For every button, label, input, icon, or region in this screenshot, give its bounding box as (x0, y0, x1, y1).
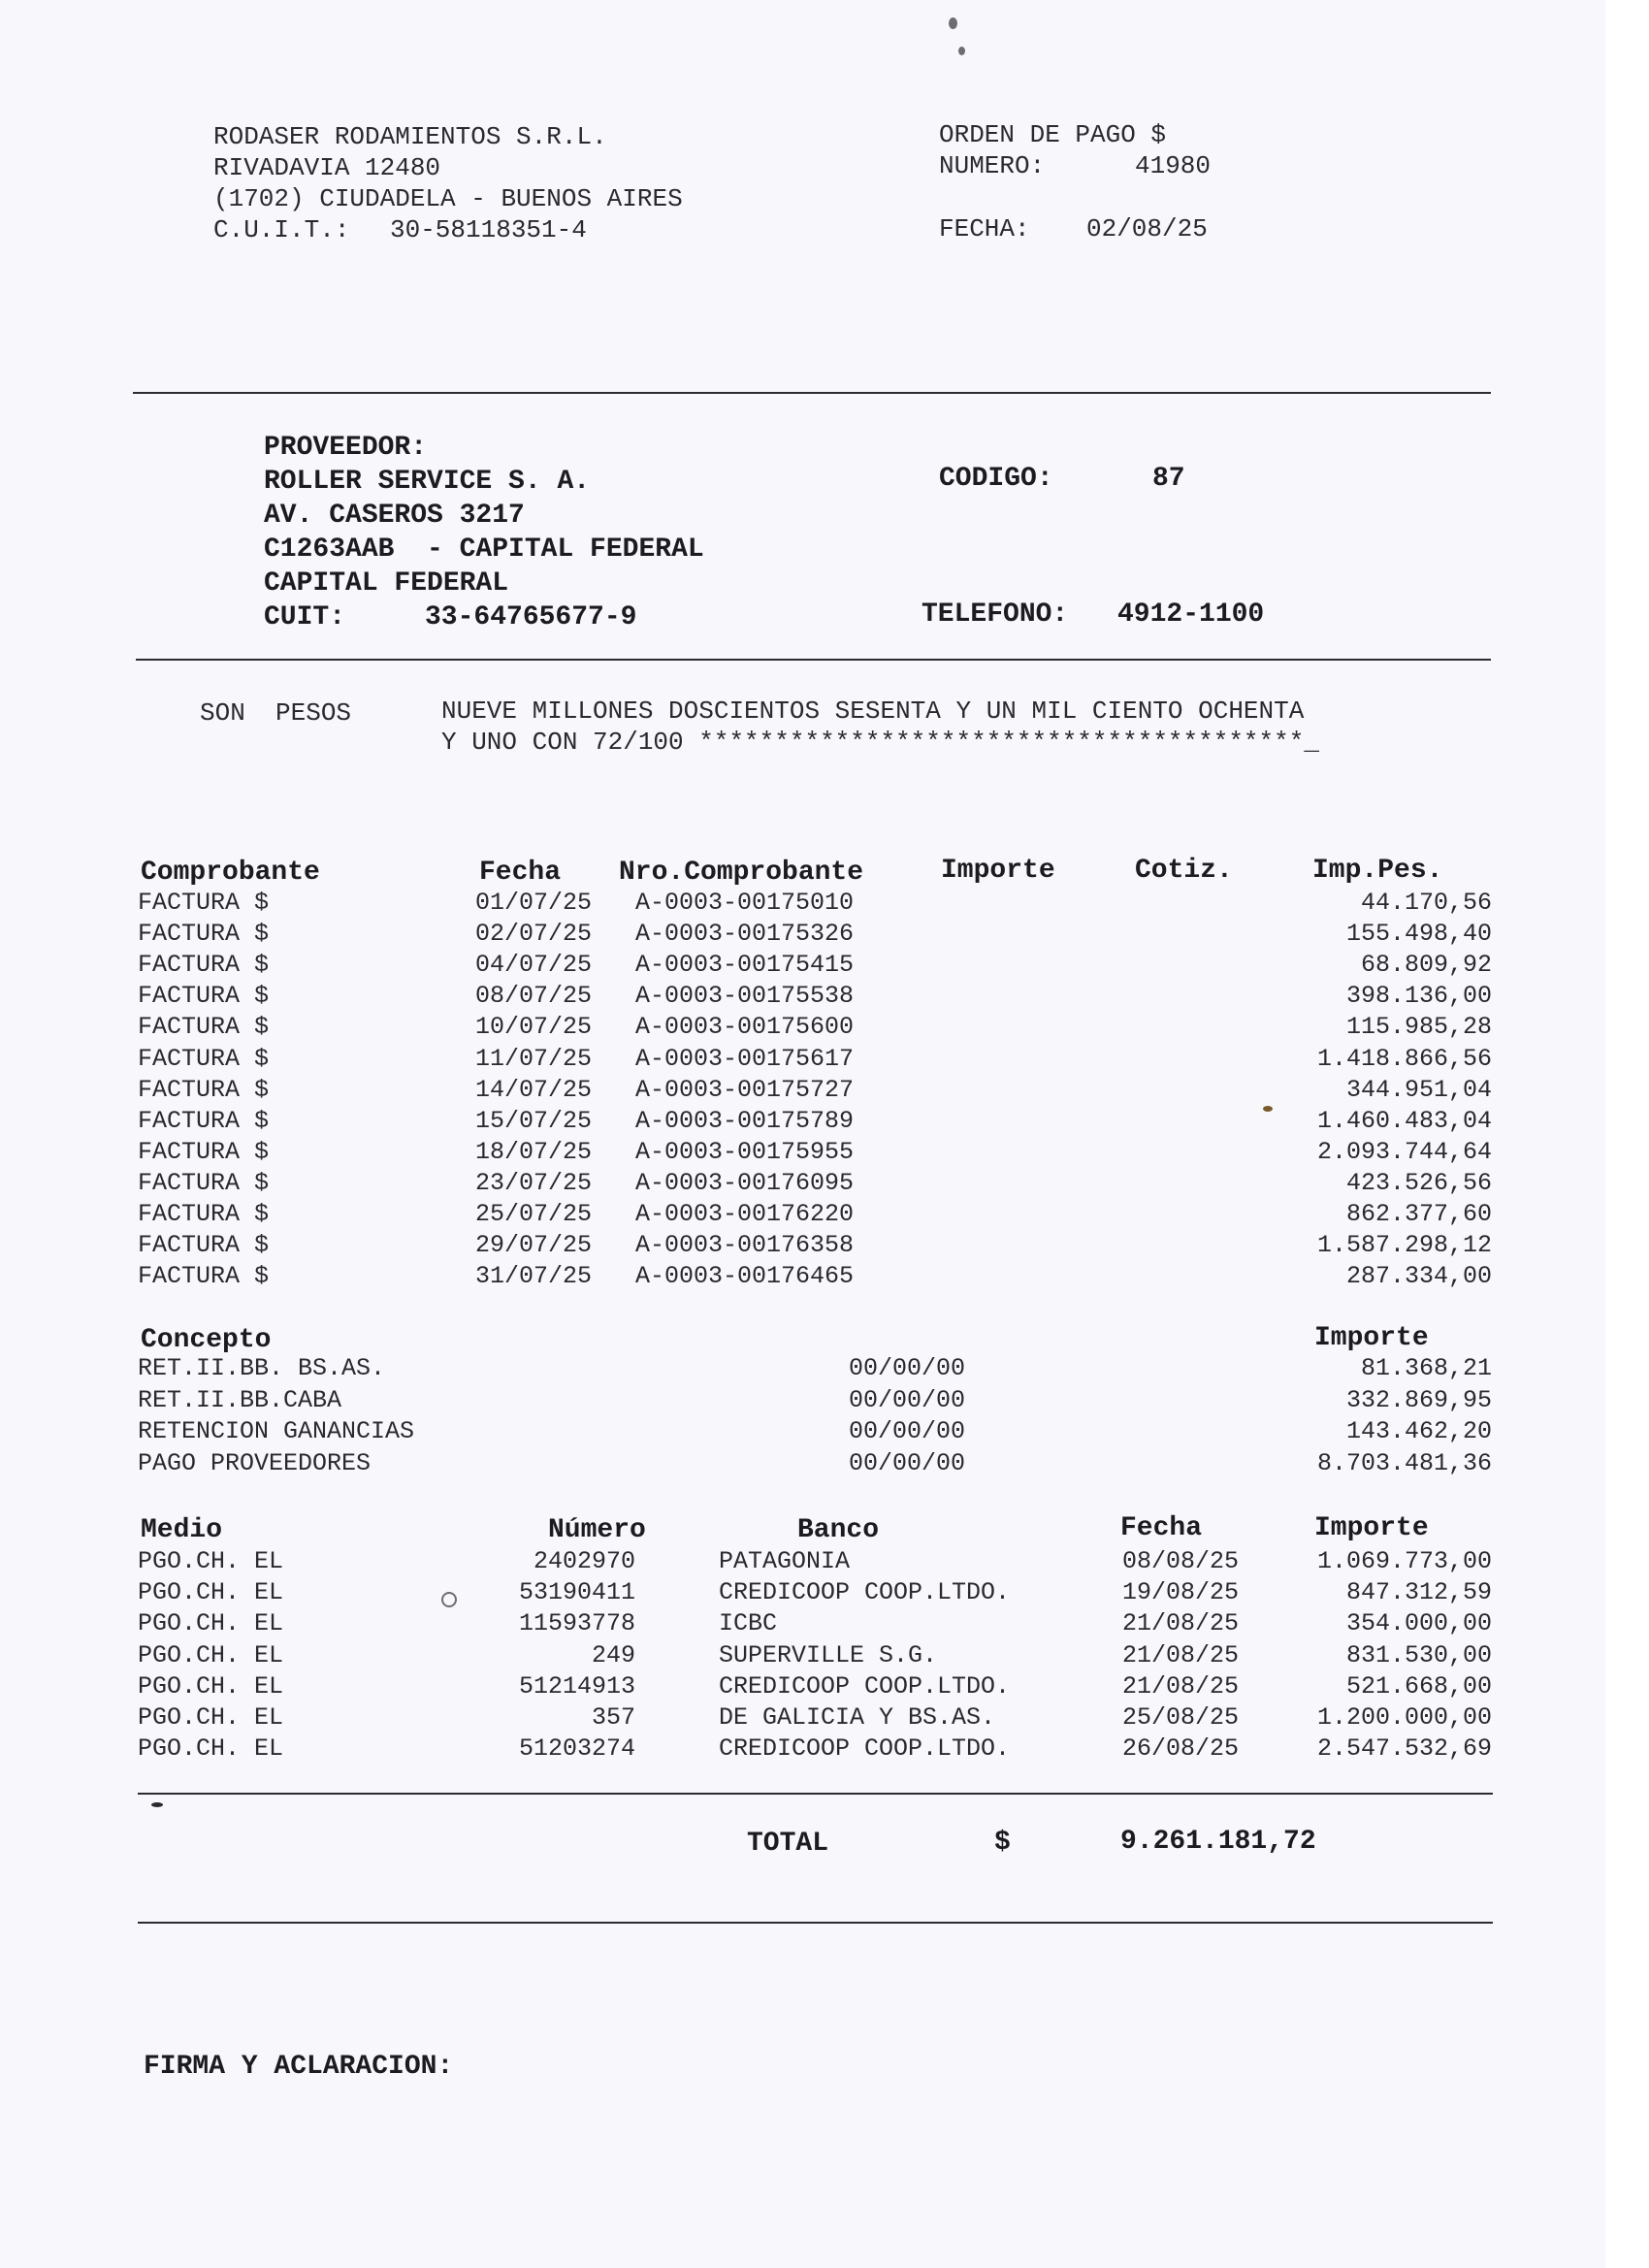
divider (138, 1922, 1493, 1924)
invoice-type: FACTURA $ (138, 889, 270, 917)
payment-number: 53190411 (518, 1578, 635, 1607)
scan-edge (1605, 0, 1649, 2268)
invoice-row (0, 1107, 1605, 1138)
invoice-amount: 862.377,60 (1345, 1200, 1492, 1228)
concept-date: 00/00/00 (849, 1354, 966, 1382)
col-header-banco: Banco (797, 1515, 880, 1545)
concept-row (0, 1417, 1605, 1448)
invoice-date: 11/07/25 (475, 1044, 593, 1073)
invoice-type: FACTURA $ (138, 951, 270, 980)
payment-amount: 521.668,00 (1345, 1671, 1492, 1701)
amount-words-line1: NUEVE MILLONES DOSCIENTOS SESENTA Y UN MIL CIENTO OCHENTA (441, 697, 1305, 726)
col-header-cotiz: Cotiz. (1135, 856, 1233, 886)
invoice-date: 18/07/25 (475, 1137, 593, 1166)
order-title: ORDEN DE PAGO $ (939, 120, 1167, 149)
invoice-amount: 155.498,40 (1345, 920, 1492, 949)
invoice-row (0, 1231, 1605, 1262)
scan-speck (1263, 1106, 1273, 1112)
invoice-number: A-0003-00175538 (635, 982, 855, 1011)
col-header-concepto: Concepto (141, 1325, 272, 1355)
invoice-amount: 2.093.744,64 (1316, 1137, 1492, 1166)
supplier-phone: 4912-1100 (1117, 599, 1265, 630)
payment-amount: 831.530,00 (1345, 1640, 1492, 1669)
invoice-date: 29/07/25 (475, 1231, 593, 1260)
invoice-type: FACTURA $ (138, 920, 270, 949)
invoice-date: 01/07/25 (475, 889, 593, 917)
invoice-type: FACTURA $ (138, 1106, 270, 1135)
col-header-fecha: Fecha (479, 858, 562, 888)
divider (133, 392, 1491, 394)
total-label: TOTAL (747, 1829, 829, 1859)
payment-bank: CREDICOOP COOP.LTDO. (719, 1578, 1011, 1607)
col-header-nro-comprobante: Nro.Comprobante (619, 858, 864, 888)
invoice-row (0, 951, 1605, 982)
invoice-date: 15/07/25 (475, 1106, 593, 1135)
invoice-row (0, 1013, 1605, 1044)
payment-number: 2402970 (533, 1547, 635, 1575)
divider (136, 659, 1491, 661)
company-city: (1702) CIUDADELA - BUENOS AIRES (213, 184, 683, 213)
invoice-amount: 398.136,00 (1345, 982, 1492, 1011)
invoice-type: FACTURA $ (138, 1137, 270, 1166)
payment-date: 08/08/25 (1122, 1547, 1240, 1575)
payment-bank: ICBC (719, 1609, 778, 1638)
supplier-heading: PROVEEDOR: (264, 433, 428, 463)
concept-name: PAGO PROVEEDORES (138, 1448, 372, 1477)
payment-date: 26/08/25 (1122, 1734, 1240, 1764)
invoice-type: FACTURA $ (138, 1044, 270, 1073)
payment-amount: 1.200.000,00 (1316, 1703, 1492, 1732)
supplier-cuit: 33-64765677-9 (425, 602, 637, 632)
concept-name: RETENCION GANANCIAS (138, 1417, 415, 1445)
col-header-imp-pes: Imp.Pes. (1312, 856, 1443, 886)
invoice-row (0, 1262, 1605, 1293)
invoice-date: 23/07/25 (475, 1168, 593, 1197)
signature-label: FIRMA Y ACLARACION: (144, 2052, 454, 2082)
concept-amount: 81.368,21 (1360, 1354, 1492, 1382)
concept-row (0, 1354, 1605, 1385)
order-date-label: FECHA: (939, 214, 1030, 243)
invoice-number: A-0003-00176358 (635, 1231, 855, 1260)
invoice-number: A-0003-00176465 (635, 1262, 855, 1291)
payment-number: 249 (591, 1640, 635, 1669)
col-header-concepto-importe: Importe (1314, 1323, 1429, 1353)
invoice-number: A-0003-00175955 (635, 1137, 855, 1166)
company-cuit-label: C.U.I.T.: (213, 215, 350, 244)
payment-medium: PGO.CH. EL (138, 1734, 284, 1764)
invoice-type: FACTURA $ (138, 1231, 270, 1260)
payment-date: 21/08/25 (1122, 1609, 1240, 1638)
payment-amount: 2.547.532,69 (1316, 1734, 1492, 1764)
payment-medium: PGO.CH. EL (138, 1703, 284, 1732)
col-header-importe: Importe (941, 856, 1055, 886)
divider (138, 1793, 1493, 1795)
order-number: 41980 (1135, 151, 1212, 180)
scan-speck (949, 17, 957, 29)
order-number-label: NUMERO: (939, 151, 1046, 180)
invoice-type: FACTURA $ (138, 1013, 270, 1042)
supplier-code: 87 (1152, 464, 1185, 494)
concept-date: 00/00/00 (849, 1417, 966, 1445)
invoice-amount: 344.951,04 (1345, 1075, 1492, 1104)
total-amount: 9.261.181,72 (1120, 1827, 1316, 1857)
invoice-type: FACTURA $ (138, 1262, 270, 1291)
invoice-amount: 115.985,28 (1345, 1013, 1492, 1042)
invoice-number: A-0003-00175326 (635, 920, 855, 949)
invoice-row (0, 1200, 1605, 1231)
payment-bank: PATAGONIA (719, 1547, 851, 1575)
col-header-comprobante: Comprobante (141, 858, 320, 888)
supplier-postal: C1263AAB - CAPITAL FEDERAL (264, 535, 704, 565)
invoice-date: 31/07/25 (475, 1262, 593, 1291)
payment-bank: CREDICOOP COOP.LTDO. (719, 1671, 1011, 1701)
payment-medium: PGO.CH. EL (138, 1578, 284, 1607)
company-address: RIVADAVIA 12480 (213, 153, 441, 182)
invoice-date: 25/07/25 (475, 1200, 593, 1228)
payment-row (0, 1641, 1605, 1672)
payment-date: 21/08/25 (1122, 1640, 1240, 1669)
invoice-amount: 287.334,00 (1345, 1262, 1492, 1291)
payment-amount: 354.000,00 (1345, 1609, 1492, 1638)
invoice-date: 08/07/25 (475, 982, 593, 1011)
concept-date: 00/00/00 (849, 1385, 966, 1414)
invoice-number: A-0003-00175617 (635, 1044, 855, 1073)
payment-amount: 1.069.773,00 (1316, 1547, 1492, 1575)
invoice-number: A-0003-00175727 (635, 1075, 855, 1104)
payment-bank: DE GALICIA Y BS.AS. (719, 1703, 996, 1732)
payment-bank: CREDICOOP COOP.LTDO. (719, 1734, 1011, 1764)
invoice-number: A-0003-00175789 (635, 1106, 855, 1135)
payment-row (0, 1609, 1605, 1640)
col-header-pago-fecha: Fecha (1120, 1513, 1203, 1543)
concept-amount: 8.703.481,36 (1316, 1448, 1492, 1477)
col-header-pago-importe: Importe (1314, 1513, 1429, 1543)
payment-row (0, 1672, 1605, 1703)
invoice-amount: 44.170,56 (1360, 889, 1492, 917)
invoice-date: 04/07/25 (475, 951, 593, 980)
payment-row (0, 1547, 1605, 1578)
invoice-type: FACTURA $ (138, 1200, 270, 1228)
invoice-row (0, 1076, 1605, 1107)
concept-date: 00/00/00 (849, 1448, 966, 1477)
company-cuit: 30-58118351-4 (390, 215, 587, 244)
concept-name: RET.II.BB.CABA (138, 1385, 342, 1414)
supplier-cuit-label: CUIT: (264, 602, 346, 632)
invoice-amount: 423.526,56 (1345, 1168, 1492, 1197)
concept-row (0, 1386, 1605, 1417)
payment-number: 11593778 (518, 1609, 635, 1638)
concept-amount: 143.462,20 (1345, 1417, 1492, 1445)
concept-name: RET.II.BB. BS.AS. (138, 1354, 386, 1382)
invoice-row (0, 889, 1605, 920)
scan-speck (958, 47, 965, 55)
supplier-address: AV. CASEROS 3217 (264, 501, 525, 531)
invoice-type: FACTURA $ (138, 1075, 270, 1104)
payment-date: 19/08/25 (1122, 1578, 1240, 1607)
invoice-row (0, 1138, 1605, 1169)
concept-row (0, 1449, 1605, 1480)
invoice-row (0, 920, 1605, 951)
invoice-amount: 1.460.483,04 (1316, 1106, 1492, 1135)
supplier-city: CAPITAL FEDERAL (264, 568, 509, 599)
invoice-date: 02/07/25 (475, 920, 593, 949)
company-name: RODASER RODAMIENTOS S.R.L. (213, 122, 607, 151)
payment-medium: PGO.CH. EL (138, 1547, 284, 1575)
invoice-row (0, 1169, 1605, 1200)
col-header-medio: Medio (141, 1515, 223, 1545)
invoice-amount: 1.587.298,12 (1316, 1231, 1492, 1260)
supplier-name: ROLLER SERVICE S. A. (264, 467, 591, 497)
total-currency: $ (994, 1828, 1011, 1858)
payment-medium: PGO.CH. EL (138, 1609, 284, 1638)
invoice-type: FACTURA $ (138, 1168, 270, 1197)
payment-row (0, 1734, 1605, 1766)
invoice-number: A-0003-00176095 (635, 1168, 855, 1197)
invoice-date: 10/07/25 (475, 1013, 593, 1042)
invoice-date: 14/07/25 (475, 1075, 593, 1104)
order-date: 02/08/25 (1086, 214, 1208, 243)
payment-number: 357 (591, 1703, 635, 1732)
concept-amount: 332.869,95 (1345, 1385, 1492, 1414)
supplier-phone-label: TELEFONO: (922, 599, 1069, 630)
invoice-row (0, 982, 1605, 1013)
payment-medium: PGO.CH. EL (138, 1640, 284, 1669)
amount-words-line2: Y UNO CON 72/100 ****************************************_ (441, 728, 1319, 757)
payment-number: 51203274 (518, 1734, 635, 1764)
col-header-numero: Número (548, 1515, 646, 1545)
payment-amount: 847.312,59 (1345, 1578, 1492, 1607)
payment-row (0, 1578, 1605, 1609)
payment-medium: PGO.CH. EL (138, 1671, 284, 1701)
scan-speck (151, 1802, 163, 1807)
amount-words-label: SON PESOS (200, 698, 352, 728)
payment-row (0, 1703, 1605, 1734)
payment-number: 51214913 (518, 1671, 635, 1701)
supplier-code-label: CODIGO: (939, 464, 1053, 494)
invoice-type: FACTURA $ (138, 982, 270, 1011)
scan-speck (441, 1592, 457, 1607)
payment-date: 25/08/25 (1122, 1703, 1240, 1732)
invoice-number: A-0003-00175600 (635, 1013, 855, 1042)
payment-date: 21/08/25 (1122, 1671, 1240, 1701)
invoice-number: A-0003-00175010 (635, 889, 855, 917)
invoice-amount: 68.809,92 (1360, 951, 1492, 980)
payment-bank: SUPERVILLE S.G. (719, 1640, 938, 1669)
invoice-amount: 1.418.866,56 (1316, 1044, 1492, 1073)
invoice-number: A-0003-00176220 (635, 1200, 855, 1228)
invoice-row (0, 1045, 1605, 1076)
invoice-number: A-0003-00175415 (635, 951, 855, 980)
